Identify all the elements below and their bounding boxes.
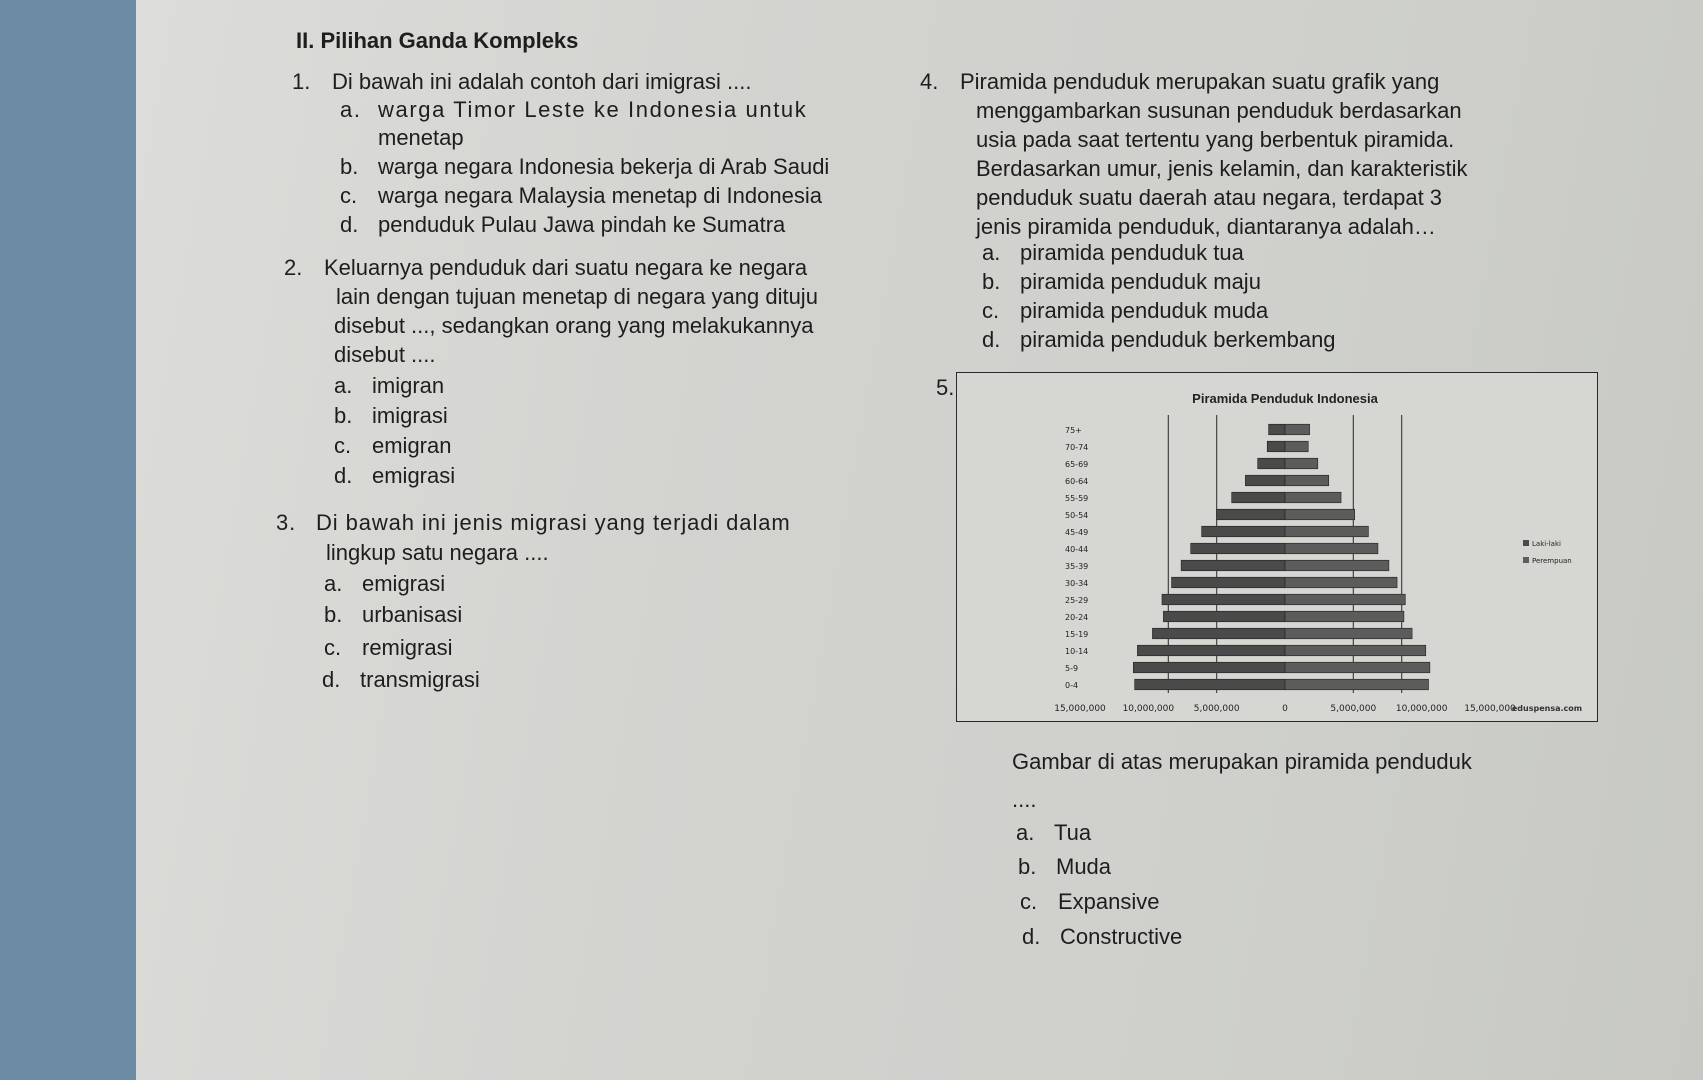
bar-perempuan	[1285, 475, 1329, 486]
bar-perempuan	[1285, 611, 1404, 622]
age-group-label: 75+	[1065, 426, 1082, 436]
option-3a[interactable]: a. emigrasi	[324, 571, 446, 596]
bar-laki-laki	[1269, 424, 1285, 435]
option-3b[interactable]: b. urbanisasi	[324, 602, 463, 627]
option-4c[interactable]: c. piramida penduduk muda	[982, 298, 1269, 323]
question-4-text-line3: usia pada saat tertentu yang berbentuk piramida.	[976, 127, 1455, 152]
age-group-label: 65-69	[1065, 460, 1089, 470]
bar-laki-laki	[1162, 594, 1285, 605]
option-1c[interactable]: c. warga negara Malaysia menetap di Indonesia	[340, 183, 822, 208]
age-group-label: 70-74	[1065, 443, 1089, 453]
option-1a-continued: menetap	[378, 125, 464, 150]
age-group-label: 15-19	[1065, 630, 1089, 640]
age-group-label: 55-59	[1065, 494, 1089, 504]
question-5-number: 5.	[936, 375, 955, 400]
x-tick-label: 10,000,000	[1122, 704, 1175, 714]
population-pyramid-chart	[956, 372, 1598, 722]
option-5a[interactable]: a. Tua	[1016, 820, 1092, 845]
question-4-text: 4. Piramida penduduk merupakan suatu grafik yang	[920, 69, 1440, 94]
option-3c[interactable]: c. remigrasi	[324, 635, 453, 660]
bar-laki-laki	[1172, 577, 1285, 588]
age-group-label: 30-34	[1065, 579, 1089, 589]
option-4d[interactable]: d. piramida penduduk berkembang	[982, 327, 1336, 352]
question-5-text-line2: ....	[1012, 787, 1037, 812]
option-4b[interactable]: b. piramida penduduk maju	[982, 269, 1261, 294]
age-group-label: 20-24	[1065, 613, 1089, 623]
age-group-label: 60-64	[1065, 477, 1089, 487]
question-1-text: 1. Di bawah ini adalah contoh dari imigrasi ....	[292, 69, 752, 94]
bar-perempuan	[1285, 543, 1378, 554]
option-3d[interactable]: d. transmigrasi	[322, 667, 480, 692]
question-4-text-line6: jenis piramida penduduk, diantaranya adalah…	[976, 214, 1436, 239]
bar-perempuan	[1285, 424, 1310, 435]
bar-laki-laki	[1163, 611, 1285, 622]
section-title: II. Pilihan Ganda Kompleks	[296, 28, 579, 53]
bar-perempuan	[1285, 679, 1429, 690]
option-1a[interactable]: a. warga Timor Leste ke Indonesia untuk	[340, 97, 808, 122]
bar-laki-laki	[1202, 526, 1285, 537]
option-2c[interactable]: c. emigran	[334, 433, 452, 458]
worksheet-page	[136, 0, 1703, 1080]
legend-label-laki-laki: Laki-laki	[1532, 540, 1561, 548]
x-tick-label: 5,000,000	[1193, 704, 1240, 714]
bar-perempuan	[1285, 526, 1368, 537]
legend-swatch-laki-laki	[1523, 540, 1529, 546]
age-group-label: 45-49	[1065, 528, 1089, 538]
bar-perempuan	[1285, 645, 1426, 656]
question-3-text: 3. Di bawah ini jenis migrasi yang terjadi dalam	[276, 510, 791, 535]
question-2-text: 2. Keluarnya penduduk dari suatu negara ke negara	[284, 255, 808, 280]
watermark-text: eduspensa.com	[1511, 704, 1583, 713]
age-group-label: 25-29	[1065, 596, 1089, 606]
question-4-text-line5: penduduk suatu daerah atau negara, terdapat 3	[976, 185, 1443, 210]
question-4-text-line2: menggambarkan susunan penduduk berdasarkan	[976, 98, 1462, 123]
bar-perempuan	[1285, 441, 1308, 452]
option-4a[interactable]: a. piramida penduduk tua	[982, 240, 1244, 265]
option-1b[interactable]: b. warga negara Indonesia bekerja di Arab Saudi	[340, 154, 830, 179]
age-group-label: 50-54	[1065, 511, 1089, 521]
option-2d[interactable]: d. emigrasi	[334, 463, 456, 488]
bar-laki-laki	[1232, 492, 1285, 503]
question-2-text-line4: disebut ....	[334, 342, 436, 367]
x-tick-label: 0	[1282, 704, 1288, 714]
x-tick-label: 15,000,000	[1464, 704, 1516, 714]
bar-perempuan	[1285, 594, 1405, 605]
bar-laki-laki	[1135, 679, 1285, 690]
bar-perempuan	[1285, 560, 1389, 571]
bar-perempuan	[1285, 628, 1412, 639]
bar-perempuan	[1285, 458, 1318, 469]
bar-laki-laki	[1258, 458, 1285, 469]
option-1d[interactable]: d. penduduk Pulau Jawa pindah ke Sumatra	[340, 212, 786, 237]
chart-title: Piramida Penduduk Indonesia	[1192, 391, 1378, 406]
bar-laki-laki	[1191, 543, 1285, 554]
bar-laki-laki	[1137, 645, 1285, 656]
age-group-label: 5-9	[1065, 664, 1079, 674]
option-2a[interactable]: a. imigran	[334, 373, 445, 398]
question-4-text-line4: Berdasarkan umur, jenis kelamin, dan karakteristik	[976, 156, 1468, 181]
age-group-label: 0-4	[1065, 681, 1079, 691]
age-group-label: 35-39	[1065, 562, 1089, 572]
bar-perempuan	[1285, 662, 1430, 673]
age-group-label: 40-44	[1065, 545, 1089, 555]
x-tick-label: 5,000,000	[1330, 704, 1377, 714]
bar-laki-laki	[1152, 628, 1285, 639]
option-5c[interactable]: c. Expansive	[1020, 889, 1160, 914]
bar-laki-laki	[1181, 560, 1285, 571]
x-tick-label: 10,000,000	[1395, 704, 1448, 714]
bar-perempuan	[1285, 509, 1355, 520]
option-5d[interactable]: d. Constructive	[1022, 924, 1183, 949]
bar-laki-laki	[1267, 441, 1285, 452]
population-pyramid-svg	[957, 373, 1597, 721]
legend-label-perempuan: Perempuan	[1532, 557, 1572, 565]
bar-laki-laki	[1217, 509, 1285, 520]
bar-perempuan	[1285, 577, 1397, 588]
age-group-label: 10-14	[1065, 647, 1089, 657]
question-3-text-line2: lingkup satu negara ....	[326, 540, 549, 565]
option-5b[interactable]: b. Muda	[1018, 854, 1112, 879]
legend-swatch-perempuan	[1523, 557, 1529, 563]
option-2b[interactable]: b. imigrasi	[334, 403, 448, 428]
bar-perempuan	[1285, 492, 1341, 503]
x-tick-label: 15,000,000	[1054, 704, 1106, 714]
question-2-text-line2: lain dengan tujuan menetap di negara yang dituju	[336, 284, 818, 309]
bar-laki-laki	[1133, 662, 1285, 673]
question-5-text: Gambar di atas merupakan piramida penduduk	[1012, 749, 1472, 774]
question-2-text-line3: disebut ..., sedangkan orang yang melakukannya	[334, 313, 814, 338]
bar-laki-laki	[1245, 475, 1285, 486]
